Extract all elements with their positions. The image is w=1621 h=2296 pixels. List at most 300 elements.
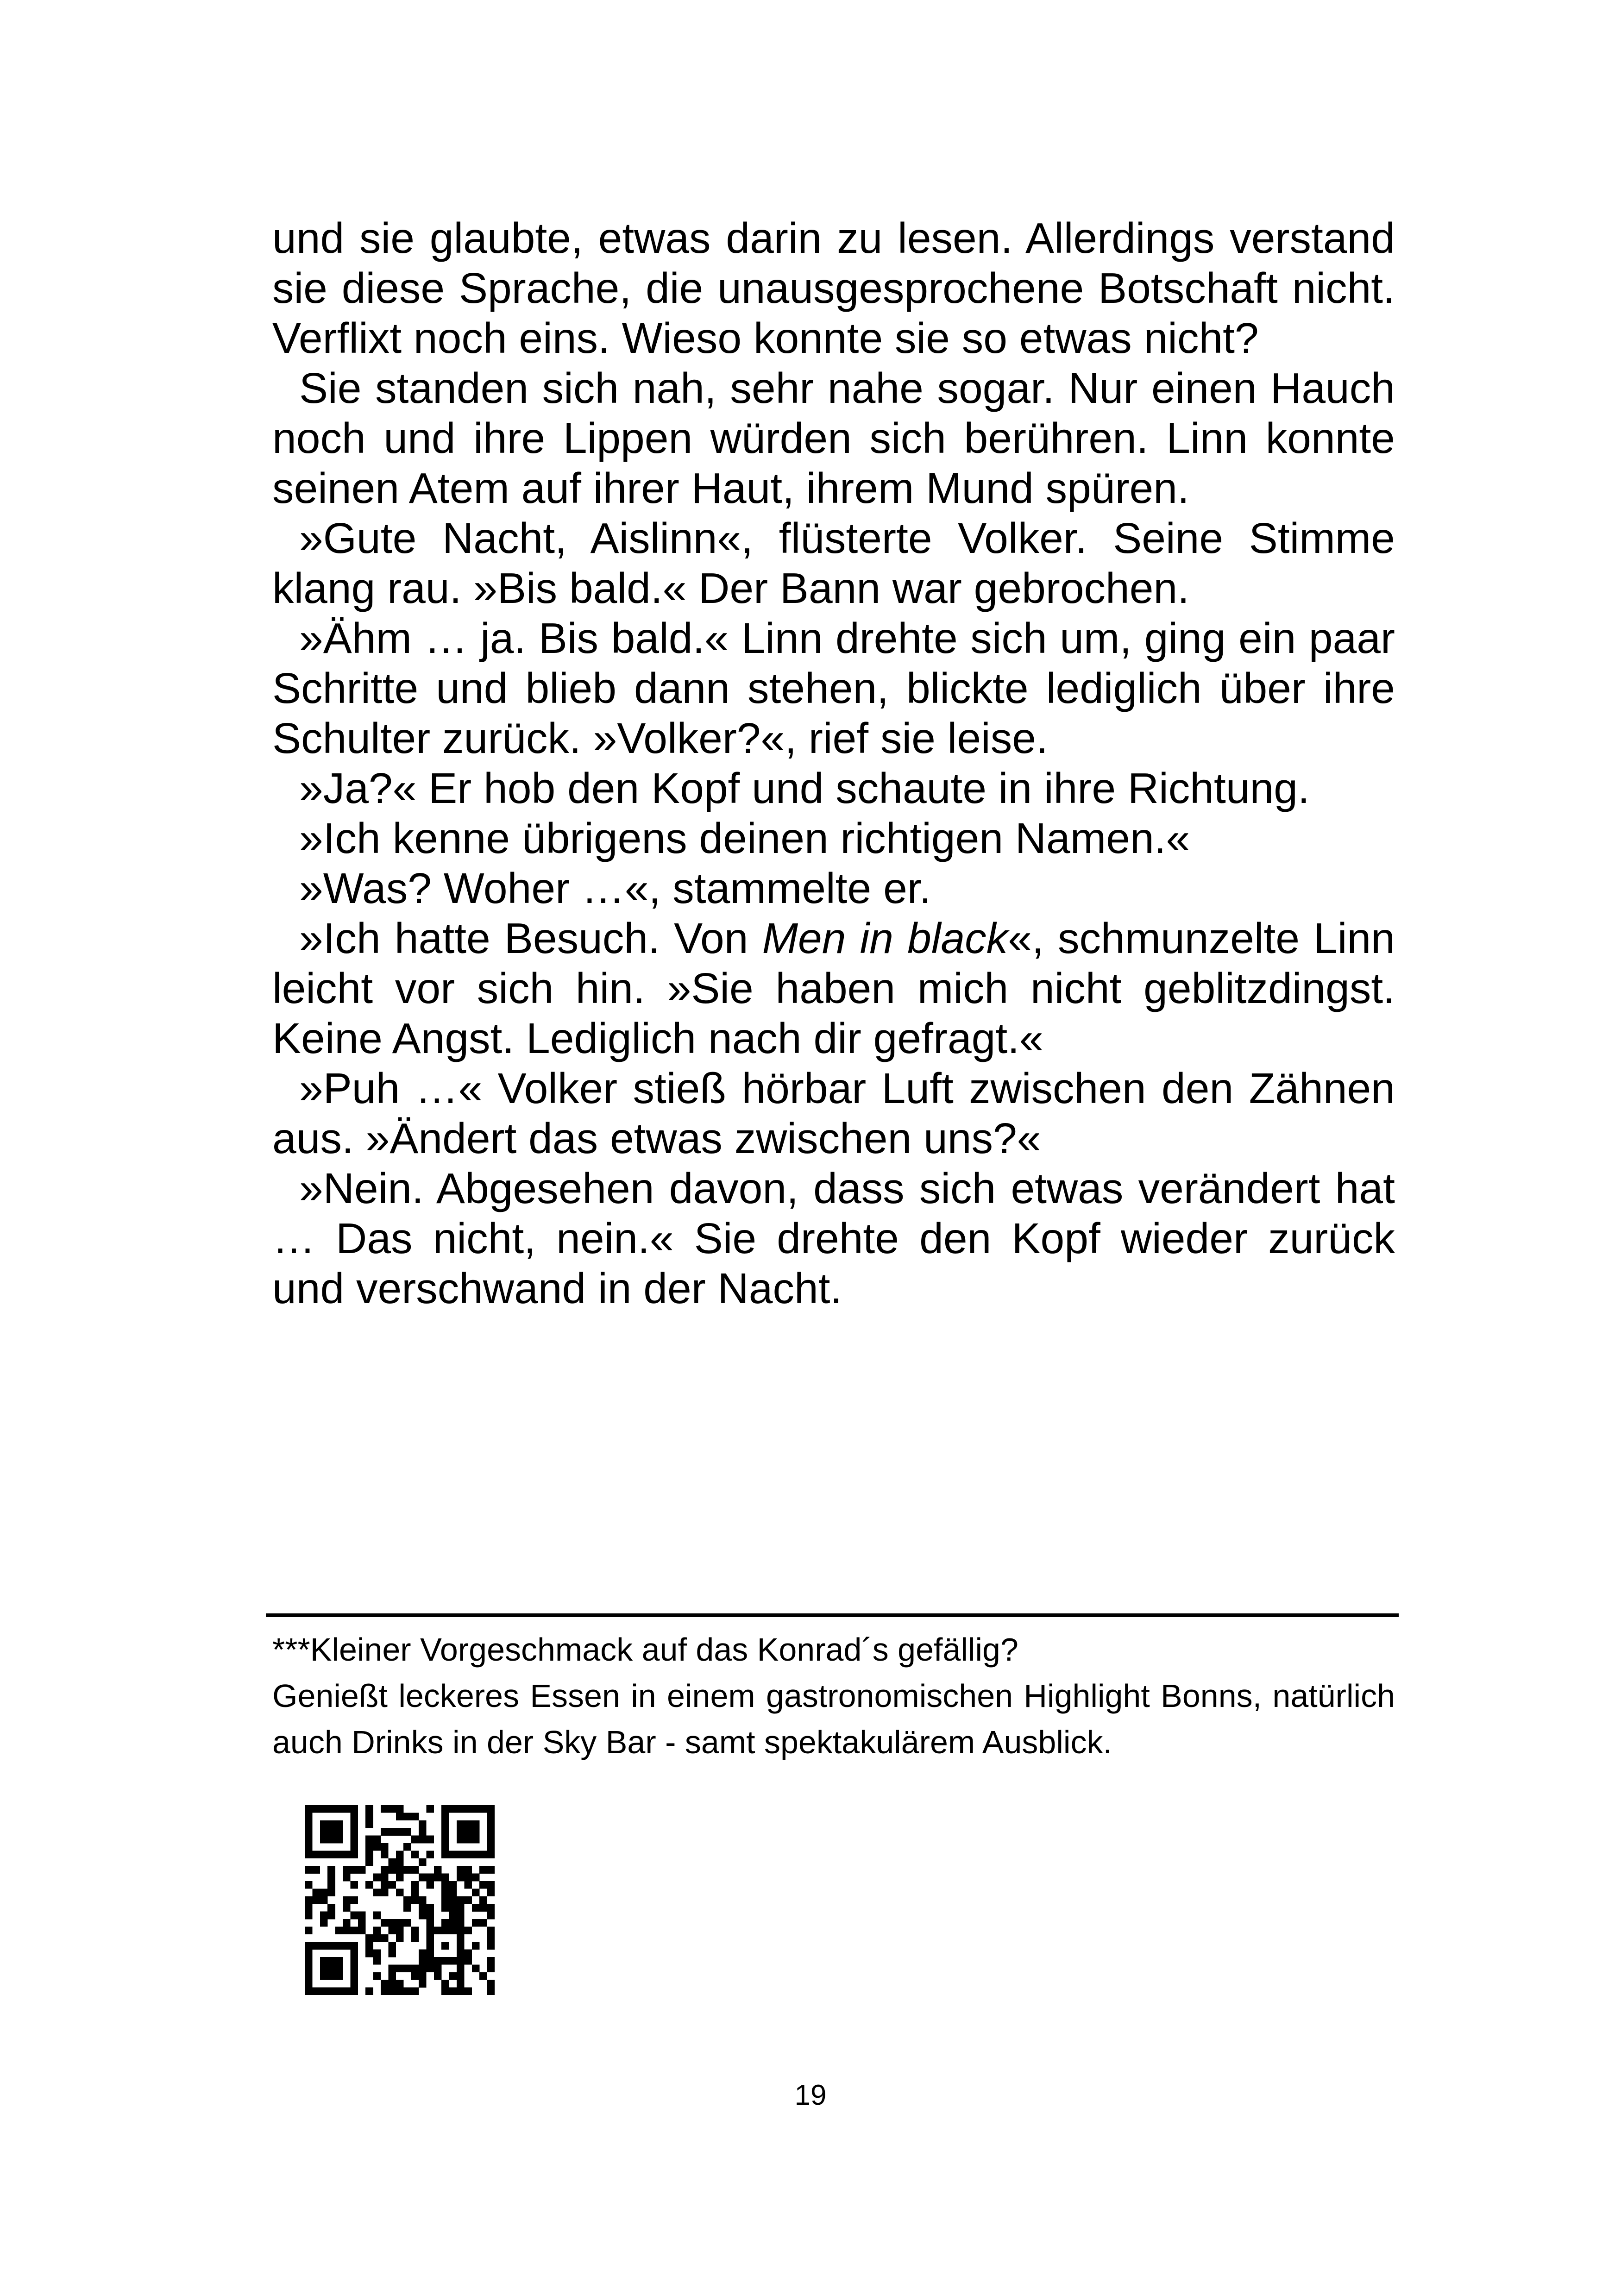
qr-module	[464, 1896, 472, 1904]
qr-module	[419, 1964, 427, 1972]
qr-module	[312, 1851, 320, 1858]
qr-module	[365, 1813, 373, 1820]
qr-module	[373, 1926, 381, 1934]
qr-module	[426, 1836, 434, 1844]
qr-module	[449, 1972, 457, 1980]
qr-module	[434, 1874, 442, 1882]
qr-module	[335, 1828, 343, 1836]
qr-module	[479, 1866, 487, 1874]
qr-module	[426, 1851, 434, 1858]
qr-module	[335, 1964, 343, 1972]
qr-module	[335, 1851, 343, 1858]
qr-module	[373, 1957, 381, 1965]
qr-module	[457, 1851, 465, 1858]
qr-module	[472, 1828, 480, 1836]
qr-module	[464, 1836, 472, 1844]
qr-module	[350, 1988, 358, 1995]
qr-module	[320, 1888, 328, 1896]
qr-module	[434, 1972, 442, 1980]
qr-module	[373, 1972, 381, 1980]
qr-module	[419, 1858, 427, 1866]
qr-module	[464, 1866, 472, 1874]
qr-module	[388, 1805, 396, 1813]
qr-module	[327, 1942, 335, 1950]
body-paragraph	[272, 1163, 1395, 1313]
qr-module	[441, 1881, 449, 1889]
qr-module	[479, 1919, 487, 1927]
qr-module	[441, 1874, 449, 1882]
qr-module	[487, 1964, 495, 1972]
qr-module	[457, 1988, 465, 1995]
qr-module	[449, 1881, 457, 1889]
qr-module	[365, 1942, 373, 1950]
qr-module	[388, 1866, 396, 1874]
qr-module	[350, 1866, 358, 1874]
qr-module	[373, 1836, 381, 1844]
qr-module	[365, 1843, 373, 1851]
body-paragraph	[272, 513, 1395, 613]
qr-module	[388, 1942, 396, 1950]
qr-module	[457, 1805, 465, 1813]
qr-module	[381, 1874, 389, 1882]
qr-module	[365, 1836, 373, 1844]
qr-module	[320, 1820, 328, 1828]
qr-module	[335, 1836, 343, 1844]
qr-module	[472, 1888, 480, 1896]
qr-module	[487, 1805, 495, 1813]
qr-module	[396, 1866, 404, 1874]
qr-module	[411, 1813, 419, 1820]
qr-module	[343, 1942, 351, 1950]
qr-module	[365, 1988, 373, 1995]
qr-module	[327, 1912, 335, 1920]
qr-module	[320, 1988, 328, 1995]
qr-module	[434, 1926, 442, 1934]
qr-module	[381, 1888, 389, 1896]
qr-module	[396, 1964, 404, 1972]
qr-module	[312, 1896, 320, 1904]
qr-module	[441, 1813, 449, 1820]
qr-module	[464, 1926, 472, 1934]
qr-module	[305, 1820, 313, 1828]
qr-module	[343, 1851, 351, 1858]
qr-module	[403, 1904, 411, 1912]
qr-module	[441, 1805, 449, 1813]
qr-module	[320, 1896, 328, 1904]
qr-module	[411, 1972, 419, 1980]
qr-module	[381, 1934, 389, 1942]
qr-module	[350, 1805, 358, 1813]
qr-module	[312, 1888, 320, 1896]
qr-module	[327, 1972, 335, 1980]
qr-module	[396, 1980, 404, 1988]
paragraph-text: «, schmunzelte Linn leicht vor sich hin. »Sie haben mich nicht geblitzdingst. Keine Angst. Lediglich nach dir gefragt.«	[272, 914, 1395, 1062]
qr-module	[472, 1805, 480, 1813]
qr-module	[335, 1926, 343, 1934]
qr-module	[358, 1926, 366, 1934]
qr-module	[449, 1896, 457, 1904]
qr-module	[350, 1950, 358, 1957]
qr-module	[381, 1828, 389, 1836]
qr-module	[457, 1866, 465, 1874]
qr-module	[381, 1881, 389, 1889]
qr-module	[320, 1828, 328, 1836]
body-paragraph	[272, 763, 1395, 813]
qr-module	[350, 1820, 358, 1828]
qr-module	[327, 1820, 335, 1828]
qr-module	[388, 1881, 396, 1889]
qr-module	[396, 1858, 404, 1866]
page-number: 19	[794, 2079, 827, 2111]
qr-module	[381, 1805, 389, 1813]
qr-module	[403, 1828, 411, 1836]
qr-module	[411, 1866, 419, 1874]
qr-module	[419, 1972, 427, 1980]
qr-module	[343, 1874, 351, 1882]
qr-module	[419, 1950, 427, 1957]
qr-module	[457, 1934, 465, 1942]
qr-module	[487, 1980, 495, 1988]
qr-module	[426, 1919, 434, 1927]
qr-module	[320, 1851, 328, 1858]
qr-module	[305, 1836, 313, 1844]
qr-module	[358, 1912, 366, 1920]
qr-module	[449, 1988, 457, 1995]
qr-module	[396, 1813, 404, 1820]
qr-module	[365, 1934, 373, 1942]
qr-module	[449, 1851, 457, 1858]
qr-module	[426, 1957, 434, 1965]
qr-module	[472, 1964, 480, 1972]
qr-module	[327, 1904, 335, 1912]
qr-module	[350, 1896, 358, 1904]
qr-module	[327, 1874, 335, 1882]
qr-module	[350, 1813, 358, 1820]
qr-module	[419, 1836, 427, 1844]
qr-module	[479, 1972, 487, 1980]
qr-module	[350, 1942, 358, 1950]
qr-module	[350, 1912, 358, 1920]
qr-module	[312, 1805, 320, 1813]
qr-module	[449, 1805, 457, 1813]
qr-module	[373, 1950, 381, 1957]
qr-module	[396, 1988, 404, 1995]
qr-module	[388, 1919, 396, 1927]
body-paragraph	[272, 613, 1395, 763]
qr-module	[373, 1912, 381, 1920]
qr-module	[487, 1843, 495, 1851]
qr-module	[305, 1851, 313, 1858]
qr-module	[305, 1843, 313, 1851]
qr-module	[411, 1881, 419, 1889]
qr-module	[396, 1874, 404, 1882]
italic-text: Men in black	[762, 914, 1008, 962]
qr-module	[320, 1919, 328, 1927]
qr-module	[403, 1866, 411, 1874]
qr-module	[396, 1851, 404, 1858]
qr-module	[327, 1805, 335, 1813]
qr-module	[335, 1942, 343, 1950]
qr-module	[327, 1851, 335, 1858]
qr-module	[426, 1874, 434, 1882]
qr-module	[419, 1896, 427, 1904]
paragraph-text: und sie glaubte, etwas darin zu lesen. Allerdings verstand sie diese Sprache, die unausgesprochene Botschaft nicht. Verflixt noch eins. Wieso konnte sie so etwas nicht?	[272, 214, 1395, 362]
qr-module	[457, 1926, 465, 1934]
qr-module	[487, 1904, 495, 1912]
qr-module	[441, 1988, 449, 1995]
qr-module	[305, 1912, 313, 1920]
qr-module	[305, 1964, 313, 1972]
qr-module	[396, 1828, 404, 1836]
qr-module	[434, 1866, 442, 1874]
qr-module	[381, 1866, 389, 1874]
body-paragraph	[272, 863, 1395, 913]
qr-module	[388, 1964, 396, 1972]
qr-module	[457, 1972, 465, 1980]
qr-module	[419, 1912, 427, 1920]
qr-module	[419, 1828, 427, 1836]
qr-module	[441, 1820, 449, 1828]
qr-module	[305, 1942, 313, 1950]
body-paragraph	[272, 913, 1395, 1063]
qr-module	[426, 1934, 434, 1942]
qr-module	[441, 1904, 449, 1912]
qr-module	[403, 1843, 411, 1851]
qr-module	[403, 1813, 411, 1820]
qr-module	[457, 1874, 465, 1882]
qr-module	[327, 1881, 335, 1889]
qr-module	[441, 1851, 449, 1858]
qr-module	[487, 1836, 495, 1844]
qr-module	[305, 1972, 313, 1980]
qr-module	[441, 1919, 449, 1927]
qr-module	[305, 1828, 313, 1836]
qr-module	[381, 1980, 389, 1988]
qr-module	[388, 1980, 396, 1988]
qr-module	[320, 1964, 328, 1972]
qr-module	[487, 1942, 495, 1950]
qr-module	[350, 1972, 358, 1980]
qr-module	[441, 1926, 449, 1934]
qr-module	[343, 1896, 351, 1904]
qr-module	[327, 1957, 335, 1965]
qr-module	[327, 1888, 335, 1896]
qr-module	[381, 1851, 389, 1858]
qr-module	[365, 1881, 373, 1889]
qr-module	[464, 1881, 472, 1889]
footnote-divider	[266, 1613, 1399, 1617]
qr-module	[388, 1950, 396, 1957]
qr-module	[464, 1957, 472, 1965]
qr-module	[327, 1866, 335, 1874]
qr-module	[487, 1851, 495, 1858]
qr-module	[365, 1820, 373, 1828]
qr-module	[457, 1820, 465, 1828]
qr-module	[457, 1942, 465, 1950]
qr-module	[365, 1805, 373, 1813]
qr-module	[350, 1828, 358, 1836]
qr-module	[411, 1988, 419, 1995]
qr-module	[305, 1896, 313, 1904]
qr-module	[403, 1896, 411, 1904]
qr-module	[487, 1866, 495, 1874]
qr-module	[388, 1988, 396, 1995]
qr-module	[479, 1896, 487, 1904]
qr-module	[327, 1964, 335, 1972]
qr-module	[350, 1843, 358, 1851]
qr-module	[373, 1874, 381, 1882]
paragraph-text: »Ich kenne übrigens deinen richtigen Namen.«	[299, 814, 1190, 862]
qr-module	[305, 1866, 313, 1874]
qr-module	[419, 1980, 427, 1988]
qr-module	[350, 1980, 358, 1988]
qr-module	[350, 1851, 358, 1858]
paragraph-text: »Ich hatte Besuch. Von	[299, 914, 762, 962]
paragraph-text: »Ähm … ja. Bis bald.« Linn drehte sich um, ging ein paar Schritte und blieb dann stehen, blickte lediglich über ihre Schulter zurück. »Volker?«, rief sie leise.	[272, 614, 1395, 762]
qr-module	[464, 1950, 472, 1957]
paragraph-text: Sie standen sich nah, sehr nahe sogar. Nur einen Hauch noch und ihre Lippen würden sich berühren. Linn konnte seinen Atem auf ihrer Haut, ihrem Mund spüren.	[272, 364, 1395, 512]
qr-module	[305, 1881, 313, 1889]
qr-module	[441, 1980, 449, 1988]
qr-module	[487, 1988, 495, 1995]
qr-module	[350, 1964, 358, 1972]
qr-module	[441, 1836, 449, 1844]
qr-module	[441, 1896, 449, 1904]
qr-module	[343, 1919, 351, 1927]
footnote	[272, 1626, 1395, 1765]
qr-module	[381, 1843, 389, 1851]
qr-module	[472, 1874, 480, 1882]
qr-module	[305, 1950, 313, 1957]
qr-module	[373, 1843, 381, 1851]
qr-module	[457, 1828, 465, 1836]
qr-module	[343, 1988, 351, 1995]
qr-module	[343, 1926, 351, 1934]
qr-module	[365, 1950, 373, 1957]
qr-module	[403, 1919, 411, 1927]
qr-module	[419, 1874, 427, 1882]
qr-module	[449, 1919, 457, 1927]
qr-module	[472, 1919, 480, 1927]
qr-module	[335, 1820, 343, 1828]
qr-module	[411, 1851, 419, 1858]
paragraph-text: »Was? Woher …«, stammelte er.	[299, 864, 931, 912]
qr-module	[388, 1972, 396, 1980]
qr-module	[426, 1912, 434, 1920]
qr-module	[472, 1836, 480, 1844]
qr-module	[441, 1828, 449, 1836]
qr-module	[479, 1851, 487, 1858]
qr-module	[373, 1888, 381, 1896]
qr-module	[464, 1805, 472, 1813]
qr-module	[343, 1805, 351, 1813]
qr-module	[411, 1896, 419, 1904]
qr-module	[479, 1881, 487, 1889]
qr-module	[411, 1888, 419, 1896]
qr-module	[350, 1926, 358, 1934]
qr-module	[457, 1896, 465, 1904]
qr-module	[464, 1988, 472, 1995]
qr-module	[441, 1843, 449, 1851]
qr-module	[426, 1881, 434, 1889]
paragraph-text: »Ja?« Er hob den Kopf und schaute in ihre Richtung.	[299, 764, 1310, 812]
qr-module	[350, 1957, 358, 1965]
qr-module	[396, 1919, 404, 1927]
qr-module	[320, 1942, 328, 1950]
qr-module	[487, 1957, 495, 1965]
qr-module	[365, 1858, 373, 1866]
qr-module	[419, 1904, 427, 1912]
qr-module	[335, 1957, 343, 1965]
body-paragraph	[272, 1063, 1395, 1163]
qr-module	[411, 1836, 419, 1844]
qr-module	[457, 1964, 465, 1972]
qr-module	[320, 1912, 328, 1920]
qr-module	[396, 1926, 404, 1934]
qr-module	[449, 1912, 457, 1920]
qr-module	[487, 1881, 495, 1889]
qr-module	[312, 1988, 320, 1995]
body-paragraph	[272, 813, 1395, 863]
qr-module	[426, 1942, 434, 1950]
qr-module	[457, 1836, 465, 1844]
qr-module	[312, 1942, 320, 1950]
qr-module	[320, 1836, 328, 1844]
paragraph-text: »Gute Nacht, Aislinn«, flüsterte Volker. Seine Stimme klang rau. »Bis bald.« Der Bann war gebrochen.	[272, 514, 1395, 612]
qr-module	[449, 1926, 457, 1934]
qr-module	[457, 1950, 465, 1957]
qr-module	[305, 1926, 313, 1934]
qr-module	[426, 1964, 434, 1972]
qr-module	[472, 1820, 480, 1828]
qr-module	[381, 1919, 389, 1927]
qr-module	[396, 1888, 404, 1896]
qr-module	[396, 1934, 404, 1942]
qr-module	[327, 1828, 335, 1836]
qr-module	[487, 1934, 495, 1942]
qr-module	[343, 1904, 351, 1912]
qr-module	[487, 1820, 495, 1828]
qr-code-icon	[305, 1805, 495, 1995]
qr-module	[487, 1888, 495, 1896]
qr-module	[487, 1813, 495, 1820]
qr-module	[457, 1980, 465, 1988]
paragraph-text: »Nein. Abgesehen davon, dass sich etwas verändert hat … Das nicht, nein.« Sie drehte den Kopf wieder zurück und verschwand in der Nacht.	[272, 1164, 1395, 1312]
qr-module	[464, 1820, 472, 1828]
qr-module	[441, 1942, 449, 1950]
qr-module	[419, 1957, 427, 1965]
qr-module	[388, 1828, 396, 1836]
qr-module	[327, 1988, 335, 1995]
qr-module	[320, 1957, 328, 1965]
qr-module	[472, 1851, 480, 1858]
qr-module	[441, 1888, 449, 1896]
qr-module	[388, 1926, 396, 1934]
qr-module	[411, 1934, 419, 1942]
footnote-title: ***Kleiner Vorgeschmack auf das Konrad´s gefällig?	[272, 1631, 1018, 1668]
body-paragraph	[272, 363, 1395, 513]
qr-module	[479, 1904, 487, 1912]
qr-module	[327, 1836, 335, 1844]
qr-module	[449, 1888, 457, 1896]
qr-module	[487, 1926, 495, 1934]
qr-module	[373, 1934, 381, 1942]
qr-module	[305, 1980, 313, 1988]
qr-module	[426, 1950, 434, 1957]
body-text	[272, 213, 1395, 1313]
qr-module	[335, 1988, 343, 1995]
qr-module	[335, 1805, 343, 1813]
